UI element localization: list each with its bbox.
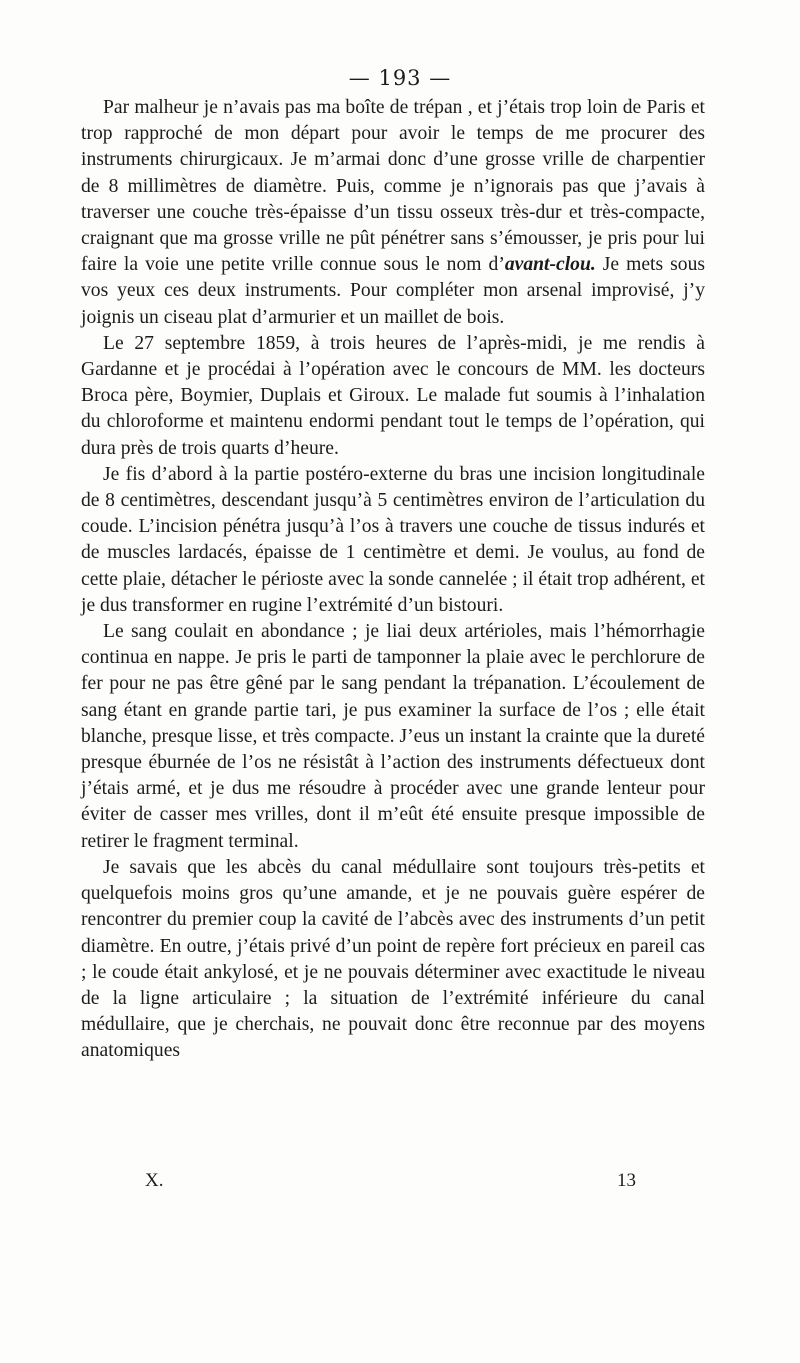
sheet-number: 13 [617,1170,636,1191]
signature-mark: X. [145,1170,164,1191]
page-footer [0,1170,800,1200]
paragraph: Le 27 septembre 1859, à trois heures de l’après-midi, je me rendis à Gardanne et je procédai à l’opération avec le concours de MM. les docteurs Broca père, Boymier, Duplais et Giroux. Le malade fut soumis à l’inhalation du chloroforme et maintenu endormi pendant tout le temps de l’opération, qui dura près de trois quarts d’heure. [81,332,705,459]
paragraph [81,95,705,331]
body-text [81,95,705,1065]
italic-term: avant-clou. [504,254,596,276]
paragraph: Le sang coulait en abondance ; je liai deux artérioles, mais l’hémorrhagie continua en nappe. Je pris le parti de tamponner la plaie avec le perchlorure de fer pour ne pas être gêné par le sang pendant la trépanation. L’écoulement de sang étant en grande partie tari, je pus examiner la surface de l’os ; elle était blanche, presque lisse, et très compacte. J’eus un instant la crainte que la dureté presque éburnée de l’os ne résistât à l’action des instruments défectueux dont j’étais armé, et je dus me résoudre à procéder avec une grande lenteur pour éviter de casser mes vrilles, dont il m’eût été ensuite presque impossible de retirer le fragment terminal. [81,621,705,852]
page-number: — 193 — [348,66,452,90]
paragraph: Je fis d’abord à la partie postéro-externe du bras une incision longitudinale de 8 centimètres, descendant jusqu’à 5 centimètres environ de l’articulation du coude. L’incision pénétra jusqu’à l’os à travers une couche de tissus indurés et de muscles lardacés, épaisse de 1 centimètre et demi. Je voulus, au fond de cette plaie, détacher le périoste avec la sonde cannelée ; il était trop adhérent, et je dus transformer en rugine l’extrémité d’un bistouri. [81,463,705,616]
paragraph-text: Je mets sous vos yeux ces deux instruments. Pour compléter mon arsenal improvisé, j’y joignis un ciseau plat d’armurier et un maillet de bois. [81,254,705,328]
paragraph-text: Par malheur je n’avais pas ma boîte de trépan , et j’étais trop loin de Paris et trop rapproché de mon départ pour avoir le temps de me procurer des instruments chirurgicaux. Je m’armai donc d’une grosse vrille de charpentier de 8 millimètres de diamètre. Puis, comme je n’ignorais pas que j’avais à traverser une couche très-épaisse d’un tissu osseux très-dur et très-compacte, craignant que ma grosse vrille ne pût pénétrer sans s’émousser, je pris pour lui faire la voie une petite vrille connue sous le nom d’ [81,97,705,276]
paragraph: Je savais que les abcès du canal médullaire sont toujours très-petits et quelquefois moins gros qu’une amande, et je ne pouvais guère espérer de rencontrer du premier coup la cavité de l’abcès avec des instruments d’un petit diamètre. En outre, j’étais privé d’un point de repère fort précieux en pareil cas ; le coude était ankylosé, et je ne pouvais déterminer avec exactitude le niveau de la ligne articulaire ; la situation de l’extrémité inférieure du canal médullaire, que je cherchais, ne pouvait donc être reconnue par des moyens anatomiques [81,856,705,1062]
